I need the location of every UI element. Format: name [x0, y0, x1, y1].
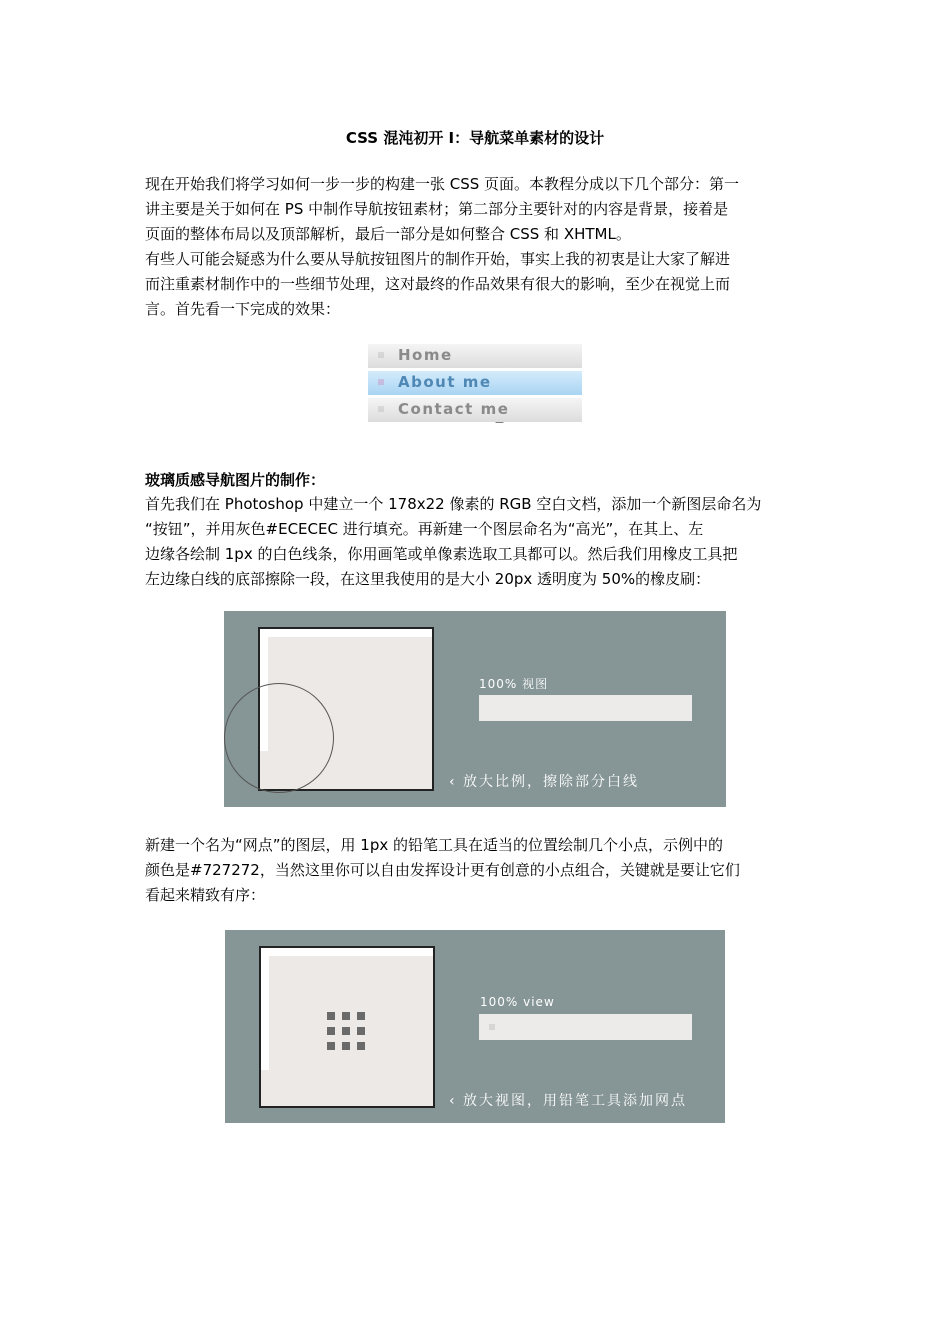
- intro-line: 而注重素材制作中的一些细节处理，这对最终的作品效果有很大的影响，至少在视觉上而: [145, 275, 731, 293]
- nav-label: Home: [398, 346, 453, 364]
- intro-line: 言。首先看一下完成的效果：: [145, 300, 341, 318]
- highlight-left-line: [261, 948, 269, 1070]
- nav-label: About me: [398, 373, 492, 391]
- section-line: 左边缘白线的底部擦除一段，在这里我使用的是大小 20px 透明度为 50%的橡皮刷：: [145, 570, 711, 588]
- nav-button-about: [368, 370, 582, 395]
- nav-button-contact: [368, 397, 582, 422]
- zoom-label: 100% view: [480, 995, 555, 1009]
- dot-grid: [327, 1012, 367, 1052]
- nav-button-home: [368, 343, 582, 368]
- figure-dots: [225, 930, 725, 1123]
- figure-caption: ‹ 放大视图，用铅笔工具添加网点: [449, 1093, 688, 1109]
- zoomed-canvas: [258, 627, 434, 791]
- dots-line: 看起来精致有序：: [145, 886, 266, 904]
- actual-size-bar: [479, 695, 692, 721]
- zoomed-canvas: [259, 946, 435, 1108]
- highlight-top-line: [260, 629, 432, 637]
- section-heading: 玻璃质感导航图片的制作：: [145, 471, 326, 489]
- dots-icon: [378, 406, 384, 412]
- intro-line: 有些人可能会疑惑为什么要从导航按钮图片的制作开始，事实上我的初衷是让大家了解进: [145, 250, 731, 268]
- section-line: 首先我们在 Photoshop 中建立一个 178x22 像素的 RGB 空白文档，添加一个新图层命名为: [145, 495, 762, 513]
- page-title: CSS 混沌初开 I：导航菜单素材的设计: [345, 129, 605, 147]
- dots-line: 颜色是#727272，当然这里你可以自由发挥设计更有创意的小点组合，关键就是要让它们: [145, 861, 740, 879]
- intro-line: 页面的整体布局以及顶部解析，最后一部分是如何整合 CSS 和 XHTML。: [145, 225, 631, 243]
- eraser-brush-icon: [224, 683, 334, 793]
- section-line: 边缘各绘制 1px 的白色线条，你用画笔或单像素选取工具都可以。然后我们用橡皮工具把: [145, 545, 738, 563]
- section-line: “按钮”，并用灰色#ECECEC 进行填充。再新建一个图层命名为“高光”，在其上、左: [145, 520, 704, 538]
- intro-line: 现在开始我们将学习如何一步一步的构建一张 CSS 页面。本教程分成以下几个部分：第一: [145, 175, 740, 193]
- figure-eraser: [224, 611, 726, 807]
- actual-size-bar: [479, 1014, 692, 1040]
- zoom-label: 100% 视图: [479, 677, 549, 691]
- dots-icon: [378, 352, 384, 358]
- figure-caption: ‹ 放大比例，擦除部分白线: [449, 774, 640, 790]
- dots-line: 新建一个名为“网点”的图层，用 1px 的铅笔工具在适当的位置绘制几个小点，示例中的: [145, 836, 724, 854]
- dots-icon: [489, 1024, 495, 1030]
- highlight-top-line: [261, 948, 433, 956]
- intro-line: 讲主要是关于如何在 PS 中制作导航按钮素材；第二部分主要针对的内容是背景，接着是: [145, 200, 729, 218]
- nav-label: Contact me: [398, 400, 510, 418]
- nav-demo-image: [368, 343, 582, 421]
- dots-icon: [378, 379, 384, 385]
